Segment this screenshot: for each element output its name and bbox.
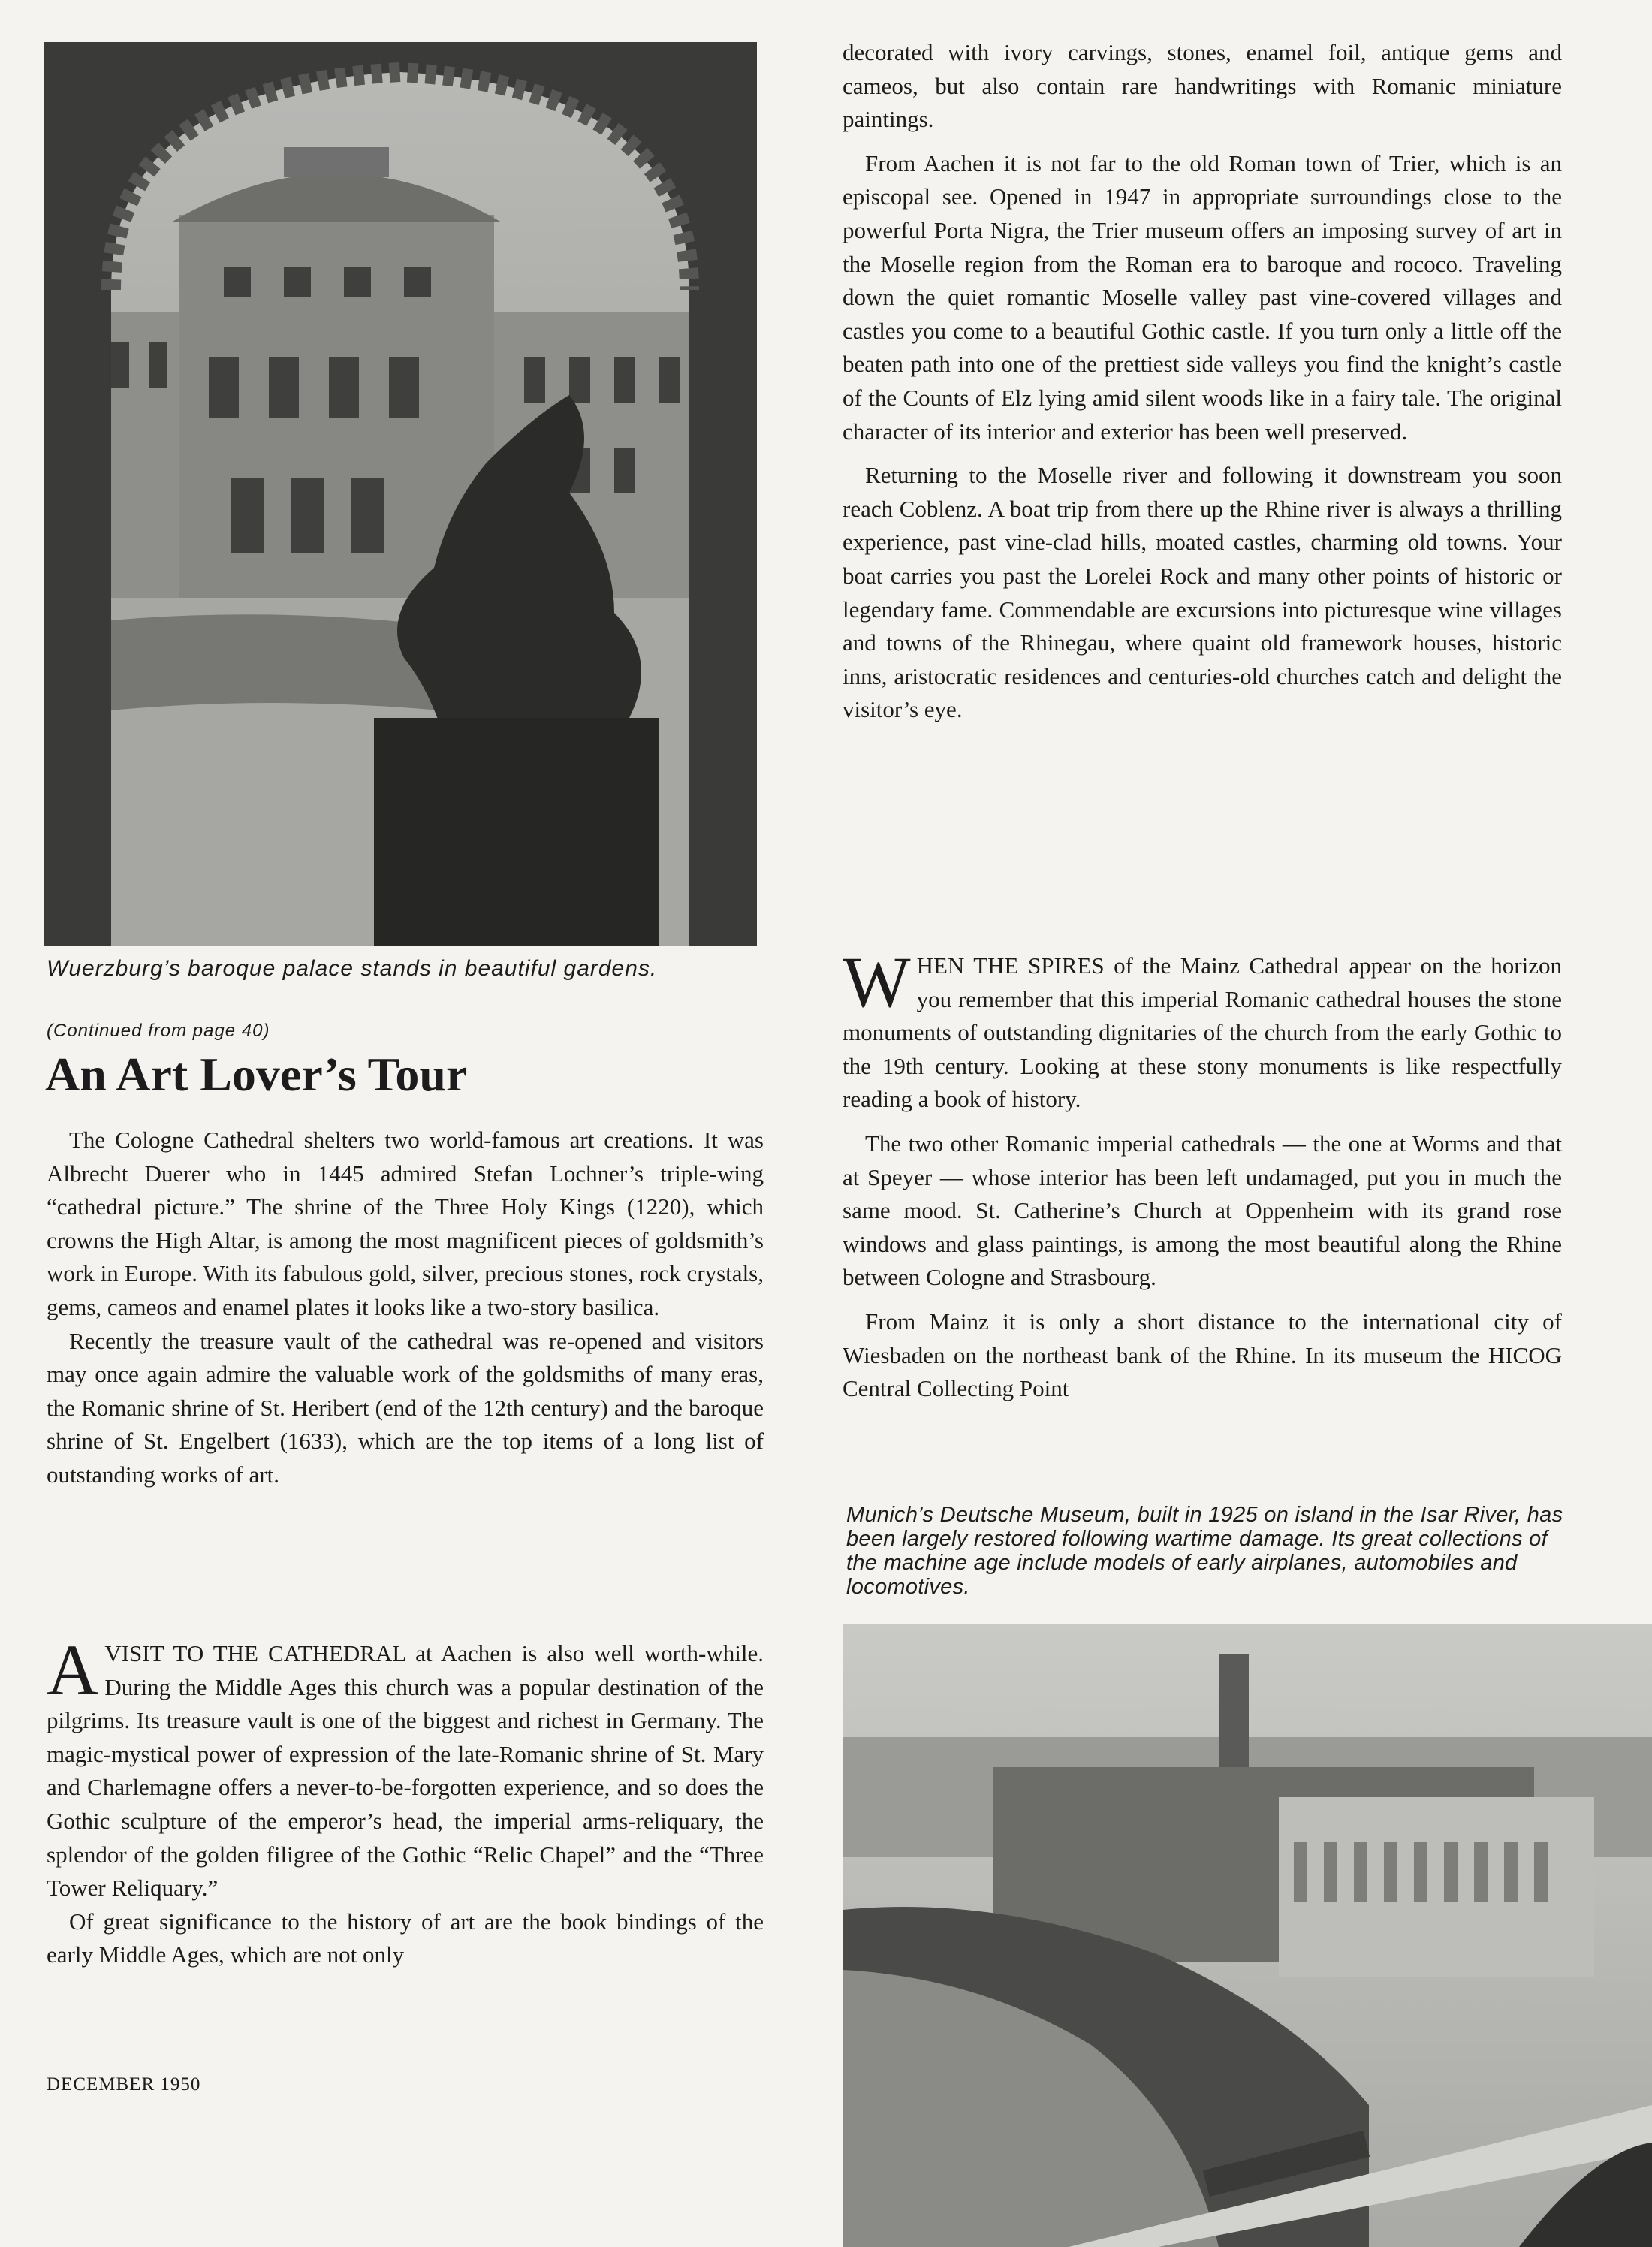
article-title: An Art Lover’s Tour	[45, 1048, 468, 1101]
paragraph: decorated with ivory carvings, stones, enamel foil, antique gems and cameos, but also contain rare handwritings with Romanic miniature paintings.	[843, 39, 1562, 133]
paragraph: The Cologne Cathedral shelters two world-famous art creations. It was Albrecht Duerer who in 1445 admired Stefan Lochner’s triple-wing “cathedral picture.” The shrine of the Three Holy Kings (1220), which crowns the High Altar, is among the most magnificent pieces of goldsmith’s work in Europe. With its fabulous gold, silver, precious stones, rock crystals, gems, cameos and enamel plates it looks like a two-story basilica.	[47, 1127, 764, 1320]
paragraph-dropcap	[47, 1630, 764, 1905]
paragraph: The two other Romanic imperial cathedrals — the one at Worms and that at Speyer — whose interior has been left undamaged, put you in much the same mood. St. Catherine’s Church at Oppenheim with its grand rose windows and glass paintings, is among the most beautiful along the Rhine between Cologne and Strasbourg.	[843, 1130, 1562, 1291]
right-column	[843, 36, 1562, 727]
dropcap: A	[47, 1630, 99, 1710]
paragraph: From Mainz it is only a short distance to the international city of Wiesbaden on the northeast bank of the Rhine. In its museum the HICOG Central Collecting Point	[843, 1307, 1562, 1402]
continued-note: (Continued from page 40)	[47, 1021, 270, 1041]
left-column-section	[47, 1630, 764, 1972]
paragraph-dropcap	[843, 942, 1562, 1117]
paragraph: Of great significance to the history of art are the book bindings of the early Middle Ages, which are not only	[47, 1908, 764, 1968]
dropcap: W	[843, 942, 911, 1022]
left-column	[47, 1124, 764, 1492]
right-column-section	[843, 942, 1562, 1406]
palace-caption: Wuerzburg’s baroque palace stands in beautiful gardens.	[47, 956, 658, 981]
lead-text: VISIT TO THE CATHEDRAL at Aachen is also well worth-while. During the Middle Ages this church was a popular destination of the pilgrims. Its treasure vault is one of the biggest and richest in Germany. The magic-mystical power of expression of the late-Romanic shrine of St. Mary and Charlemagne offers a never-to-be-forgotten experience, and so does the Gothic sculpture of the emperor’s head, the imperial arms-reliquary, the splendor of the golden filigree of the Gothic “Relic Chapel” and the “Three Tower Reliquary.”	[47, 1640, 764, 1902]
paragraph: From Aachen it is not far to the old Roman town of Trier, which is an episcopal see. Opened in 1947 in appropriate surroundings close to the powerful Porta Nigra, the Trier museum offers an imposing survey of art in the Moselle region from the Roman era to baroque and rococo. Traveling down the quiet romantic Moselle valley past vine-covered villages and castles you come to a beautiful Gothic castle. If you turn only a little off the beaten path into one of the prettiest side valleys you find the knight’s castle of the Counts of Elz lying amid silent woods like in a fairy tale. The original character of its interior and exterior has been well preserved.	[843, 149, 1562, 445]
wuerzburg-palace-photo	[44, 42, 757, 946]
deutsche-museum-photo	[843, 1624, 1652, 2247]
paragraph: Returning to the Moselle river and following it downstream you soon reach Coblenz. A boat trip from there up the Rhine river is always a thrilling experience, past vine-clad hills, moated castles, charming old towns. Your boat carries you past the Lorelei Rock and many other points of historic or legendary fame. Commendable are excursions into picturesque wine villages and towns of the Rhinegau, where quaint old framework houses, historic inns, aristocratic residences and centuries-old churches catch and delight the visitor’s eye.	[843, 462, 1562, 723]
museum-caption: Munich’s Deutsche Museum, built in 1925 on island in the Isar River, has been largely restored following wartime damage. Its great collections of the machine age include models of early airplanes, automobiles and locomotives.	[846, 1503, 1563, 1599]
paragraph: Recently the treasure vault of the cathedral was re-opened and visitors may once again admire the valuable work of the goldsmiths of many eras, the Romanic shrine of St. Heribert (end of the 12th century) and the baroque shrine of St. Engelbert (1633), which are the top items of a long list of outstanding works of art.	[47, 1327, 764, 1488]
footer-date: DECEMBER 1950	[47, 2074, 201, 2095]
lead-text: HEN THE SPIRES of the Mainz Cathedral appear on the horizon you remember that this imperial Romanic cathedral houses the stone monuments of outstanding dignitaries of the church from the early Gothic to the 19th century. Looking at these stony monuments is like respectfully reading a book of history.	[843, 952, 1562, 1113]
